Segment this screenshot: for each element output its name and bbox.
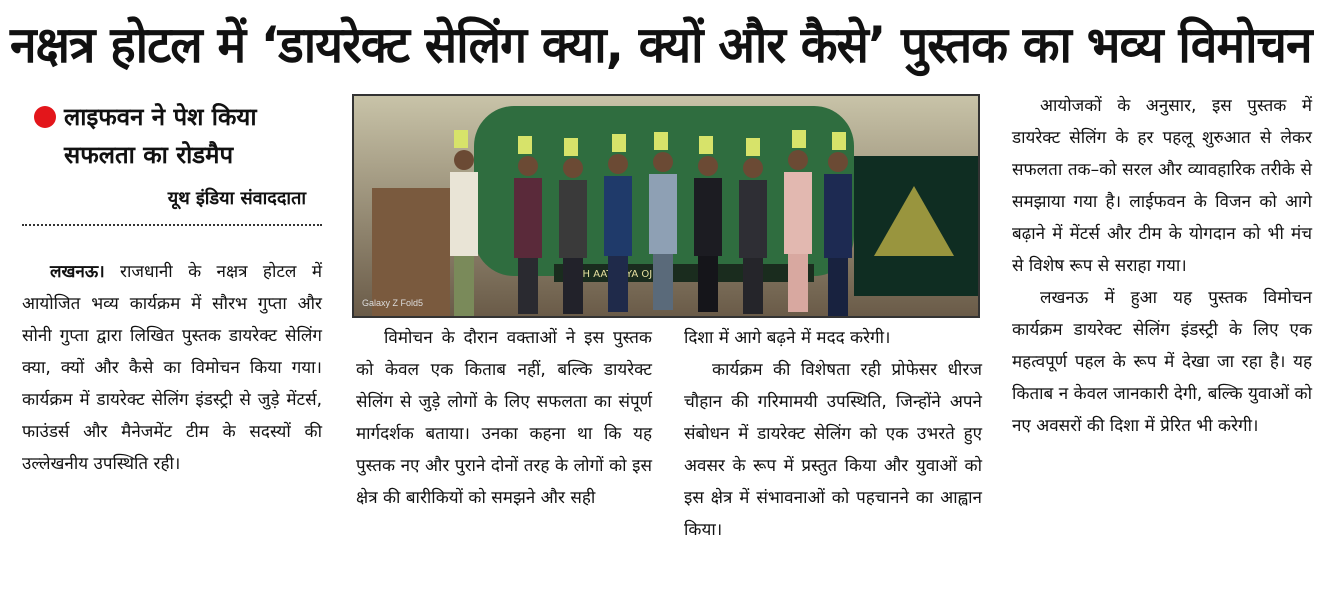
- article-paragraph: लखनऊ में हुआ यह पुस्तक विमोचन कार्यक्रम डायरेक्ट सेलिंग इंडस्ट्री के लिए एक महत्वपूर्ण पहल के रूप में देखा जा रहा है। यह किताब न केवल जानकारी देगी, बल्कि युवाओं को नए अवसरों की दिशा में प्रेरित भी करेगी।: [1012, 288, 1312, 436]
- subheadline: [22, 98, 322, 174]
- article-column-2: [356, 322, 652, 514]
- byline: यूथ इंडिया संवाददाता: [167, 188, 306, 209]
- event-photo: [352, 94, 980, 318]
- article-paragraph: [22, 256, 322, 480]
- red-bullet-icon: [34, 106, 56, 128]
- article-column-1: [22, 256, 322, 480]
- dateline: लखनऊ।: [50, 262, 105, 282]
- dotted-divider: [22, 224, 322, 226]
- stage-text: OJ: [641, 269, 653, 280]
- article-column-3: [684, 322, 982, 546]
- photo-credit: Galaxy Z Fold5: [362, 298, 424, 308]
- article-paragraph: दिशा में आगे बढ़ने में मदद करेगी।: [684, 328, 891, 348]
- paragraph-text: राजधानी के नक्षत्र होटल में आयोजित भव्य कार्यक्रम में सौरभ गुप्ता और सोनी गुप्ता द्वारा लिखित पुस्तक डायरेक्ट सेलिंग क्या, क्यों और कैसे का विमोचन किया गया। कार्यक्रम में डायरेक्ट सेलिंग इंडस्ट्री से जुड़े मेंटर्स, फाउंडर्स और मैनेजमेंट टीम के सदस्यों की उल्लेखनीय उपस्थिति रही।: [22, 262, 322, 474]
- article-paragraph: विमोचन के दौरान वक्ताओं ने इस पुस्तक को केवल एक किताब नहीं, बल्कि डायरेक्ट सेलिंग से जुड़े लोगों के लिए सफलता का संपूर्ण मार्गदर्शक बताया। उनका कहना था कि यह पुस्तक नए और पुराने दोनों तरह के लोगों को इस क्षेत्र की बारीकियों को समझने और सही: [356, 328, 652, 508]
- article-paragraph: कार्यक्रम की विशेषता रही प्रोफेसर धीरज चौहान की गरिमामयी उपस्थिति, जिन्होंने अपने संबोधन में डायरेक्ट सेलिंग को एक उभरते हुए अवसर के रूप में प्रस्तुत किया और युवाओं को इस क्षेत्र में संभावनाओं को पहचानने का आह्वान किया।: [684, 360, 982, 540]
- subheadline-text: लाइफवन ने पेश किया सफलता का रोडमैप: [64, 103, 257, 169]
- headline: नक्षत्र होटल में ‘डायरेक्ट सेलिंग क्या, क्यों और कैसे’ पुस्तक का भव्य विमोचन: [10, 16, 1312, 74]
- article-column-4: [1012, 90, 1312, 442]
- sidebar: [22, 98, 322, 226]
- podium: [372, 188, 450, 316]
- photo-illustration: [354, 96, 978, 316]
- article-paragraph: आयोजकों के अनुसार, इस पुस्तक में डायरेक्ट सेलिंग के हर पहलू शुरुआत से लेकर सफलता तक–को सरल और व्यावहारिक तरीके से समझाया गया है। लाईफवन के विजन को आगे बढ़ाने में मेंटर्स और टीम के योगदान को भी मंच से विशेष रूप से सराहा गया।: [1012, 96, 1312, 276]
